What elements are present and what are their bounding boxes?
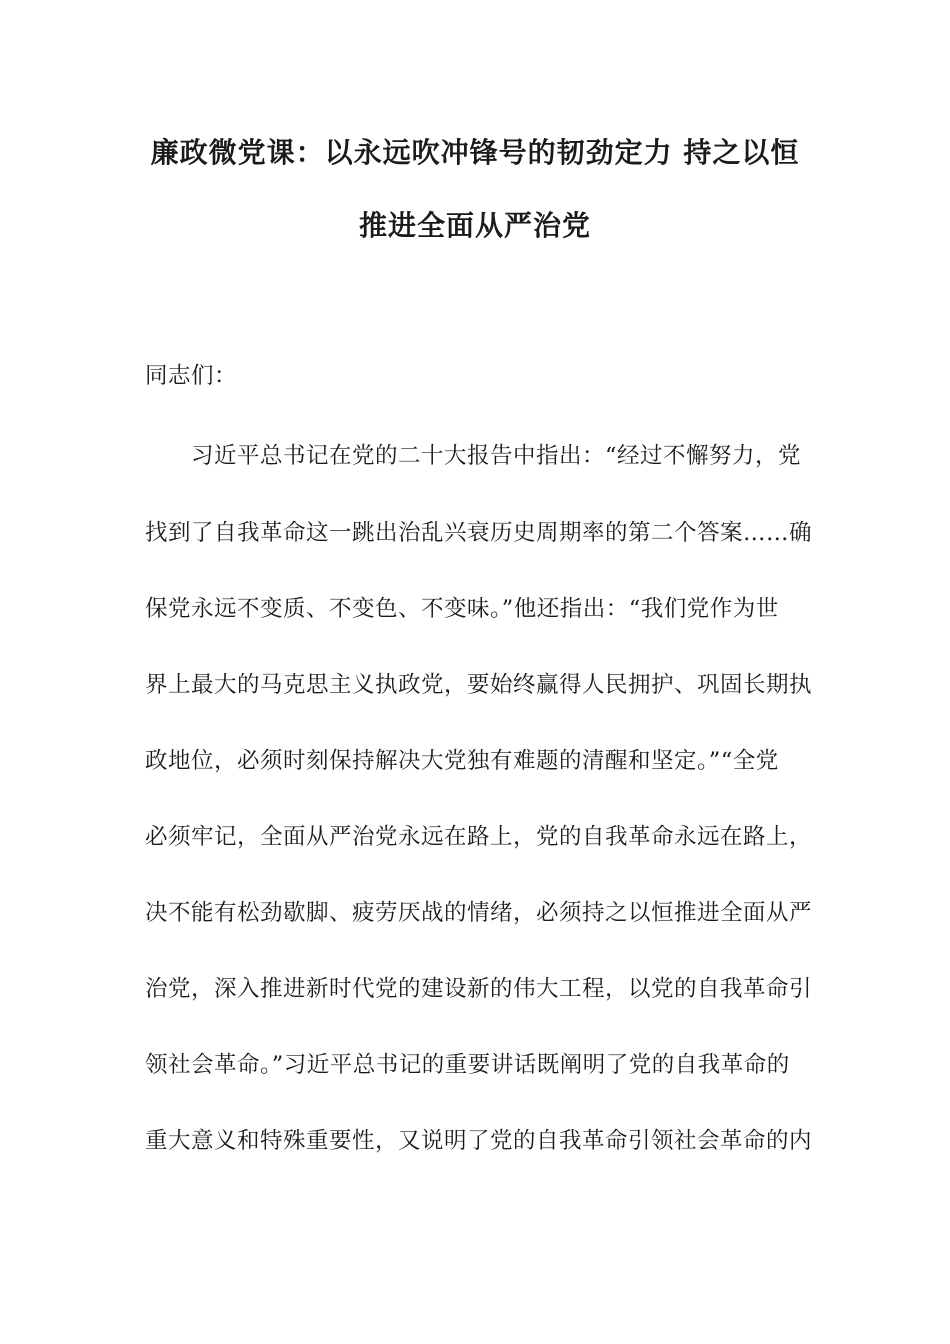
- paragraph-line: 保党永远不变质、不变色、不变味。”他还指出：“我们党作为世: [145, 596, 779, 622]
- paragraph-line: 找到了自我革命这一跳出治乱兴衰历史周期率的第二个答案……确: [145, 520, 813, 546]
- paragraph-line: 界上最大的马克思主义执政党，要始终赢得人民拥护、巩固长期执: [145, 672, 813, 698]
- paragraph-line: 习近平总书记在党的二十大报告中指出：“经过不懈努力，党: [145, 443, 802, 469]
- paragraph-line: 重大意义和特殊重要性，又说明了党的自我革命引领社会革命的内: [145, 1128, 813, 1154]
- document-title-line-2: 推进全面从严治党: [358, 209, 591, 242]
- paragraph-line: 决不能有松劲歇脚、疲劳厌战的情绪，必须持之以恒推进全面从严: [145, 900, 813, 926]
- salutation: 同志们：: [145, 363, 238, 389]
- paragraph-line: 必须牢记，全面从严治党永远在路上，党的自我革命永远在路上，: [145, 824, 813, 850]
- paragraph-line: 治党，深入推进新时代党的建设新的伟大工程，以党的自我革命引: [145, 976, 813, 1002]
- paragraph-line: 政地位，必须时刻保持解决大党独有难题的清醒和坚定。”“全党: [145, 748, 779, 774]
- document-title-line-1: 廉政微党课：以永远吹冲锋号的韧劲定力 持之以恒: [150, 136, 800, 169]
- paragraph-line: 领社会革命。”习近平总书记的重要讲话既阐明了党的自我革命的: [145, 1052, 790, 1078]
